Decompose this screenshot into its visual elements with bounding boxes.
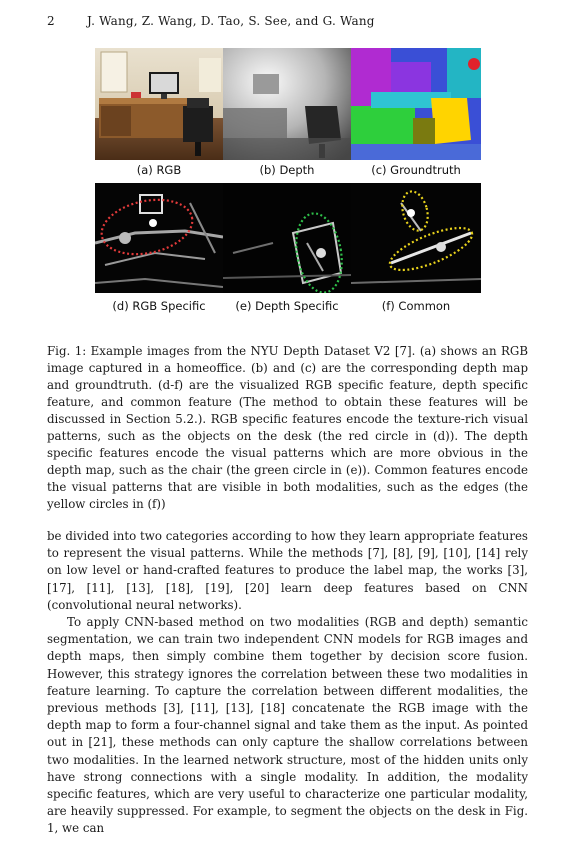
rgb-image xyxy=(95,48,223,160)
subcaption-f: (f) Common xyxy=(381,299,451,313)
common-feature-image xyxy=(351,183,481,293)
subcaption-c: (c) Groundtruth xyxy=(371,163,461,177)
body-text xyxy=(47,528,528,838)
paragraph-1: be divided into two categories according to how they learn appropriate features to represent the visual patterns. While the methods [7], [8], [9], [10], [14] rely on low level or hand-crafted features to produce the label map, the works [3], [17], [11], [13], [18], [19], [20] learn deep features based on CNN (convolutional neural networks). xyxy=(47,529,528,612)
depth-specific-feature-image xyxy=(223,183,351,293)
groundtruth-image xyxy=(351,48,481,160)
subcaption-d: (d) RGB Specific xyxy=(112,299,206,313)
subcaption-b: (b) Depth xyxy=(259,163,315,177)
running-header xyxy=(47,14,528,30)
rgb-specific-feature-image xyxy=(95,183,223,293)
depth-image xyxy=(223,48,351,160)
author-list: J. Wang, Z. Wang, D. Tao, S. See, and G. Wang xyxy=(87,14,375,28)
paragraph-2: To apply CNN-based method on two modalities (RGB and depth) semantic segmentation, we can train two independent CNN models for RGB images and depth maps, then simply combine them together by decision score fusion. However, this strategy ignores the correlation between these two modalities in feature learning. To capture the correlation between different modalities, the previous methods [3], [11], [13], [18] concatenate the RGB image with the depth map to form a four-channel signal and take them as the input. As pointed out in [21], these methods can only capture the shallow correlations between two modalities. In the learned network structure, most of the hidden units only have strong connections with a single modality. In addition, the modality specific features, which are very useful to characterize one particular modality, are heavily suppressed. For example, to segment the objects on the desk in Fig. 1, we can xyxy=(47,615,528,836)
page-number: 2 xyxy=(47,14,55,28)
subcaption-e: (e) Depth Specific xyxy=(235,299,339,313)
subcaption-a: (a) RGB xyxy=(136,163,182,177)
figure-caption: Fig. 1: Example images from the NYU Depth Dataset V2 [7]. (a) shows an RGB image captured in a homeoffice. (b) and (c) are the corresponding depth map and groundtruth. (d-f) are the visualized RGB specific feature, depth specific feature, and common feature (The method to obtain these features will be discussed in Section 5.2.). RGB specific features encode the texture-rich visual patterns, such as the objects on the desk (the red circle in (d)). The depth specific features encode the visual patterns which are more obvious in the depth map, such as the chair (the green circle in (e)). Common features encode the visual patterns that are visible in both modalities, such as the edges (the yellow circles in (f)) xyxy=(47,344,528,511)
